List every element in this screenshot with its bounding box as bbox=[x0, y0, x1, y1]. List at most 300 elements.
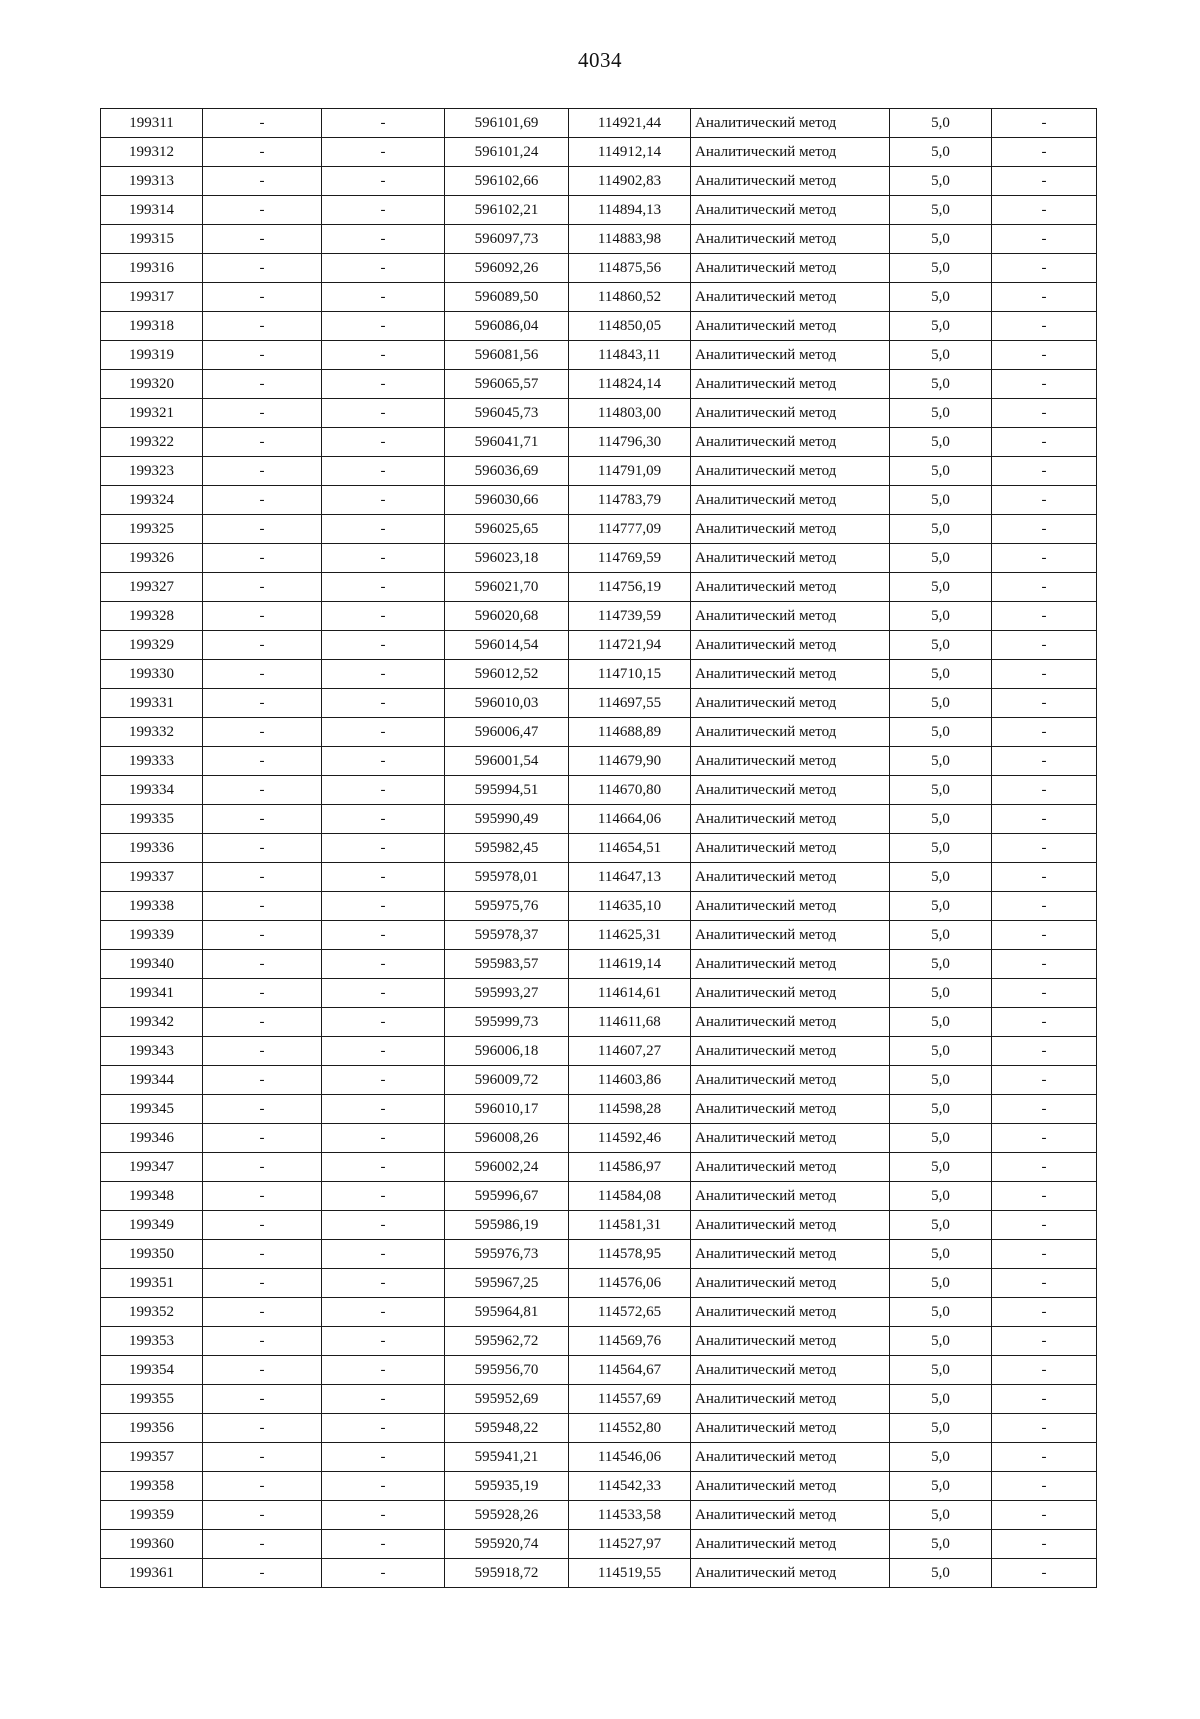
table-row bbox=[101, 1356, 1097, 1385]
empty-cell: - bbox=[992, 1269, 1097, 1298]
x-coordinate-cell: 596081,56 bbox=[445, 341, 569, 370]
x-coordinate-cell: 595952,69 bbox=[445, 1385, 569, 1414]
method-cell: Аналитический метод bbox=[691, 863, 890, 892]
empty-cell: - bbox=[203, 573, 322, 602]
x-coordinate-cell: 595978,01 bbox=[445, 863, 569, 892]
method-cell: Аналитический метод bbox=[691, 312, 890, 341]
y-coordinate-cell: 114635,10 bbox=[569, 892, 691, 921]
method-cell: Аналитический метод bbox=[691, 950, 890, 979]
table-row bbox=[101, 225, 1097, 254]
accuracy-cell: 5,0 bbox=[890, 1443, 992, 1472]
point-number-cell: 199316 bbox=[101, 254, 203, 283]
x-coordinate-cell: 596023,18 bbox=[445, 544, 569, 573]
table-row bbox=[101, 1240, 1097, 1269]
empty-cell: - bbox=[992, 515, 1097, 544]
point-number-cell: 199344 bbox=[101, 1066, 203, 1095]
x-coordinate-cell: 595982,45 bbox=[445, 834, 569, 863]
empty-cell: - bbox=[992, 196, 1097, 225]
point-number-cell: 199312 bbox=[101, 138, 203, 167]
table-row bbox=[101, 1385, 1097, 1414]
method-cell: Аналитический метод bbox=[691, 1182, 890, 1211]
method-cell: Аналитический метод bbox=[691, 109, 890, 138]
empty-cell: - bbox=[992, 1414, 1097, 1443]
empty-cell: - bbox=[322, 1472, 445, 1501]
accuracy-cell: 5,0 bbox=[890, 747, 992, 776]
method-cell: Аналитический метод bbox=[691, 1472, 890, 1501]
accuracy-cell: 5,0 bbox=[890, 979, 992, 1008]
empty-cell: - bbox=[203, 631, 322, 660]
y-coordinate-cell: 114902,83 bbox=[569, 167, 691, 196]
y-coordinate-cell: 114614,61 bbox=[569, 979, 691, 1008]
method-cell: Аналитический метод bbox=[691, 660, 890, 689]
empty-cell: - bbox=[322, 1501, 445, 1530]
method-cell: Аналитический метод bbox=[691, 1443, 890, 1472]
empty-cell: - bbox=[203, 776, 322, 805]
empty-cell: - bbox=[203, 544, 322, 573]
empty-cell: - bbox=[322, 979, 445, 1008]
empty-cell: - bbox=[203, 225, 322, 254]
accuracy-cell: 5,0 bbox=[890, 1124, 992, 1153]
empty-cell: - bbox=[992, 1182, 1097, 1211]
empty-cell: - bbox=[203, 428, 322, 457]
empty-cell: - bbox=[322, 1182, 445, 1211]
empty-cell: - bbox=[992, 892, 1097, 921]
x-coordinate-cell: 596010,03 bbox=[445, 689, 569, 718]
table-row bbox=[101, 457, 1097, 486]
x-coordinate-cell: 596086,04 bbox=[445, 312, 569, 341]
empty-cell: - bbox=[322, 283, 445, 312]
y-coordinate-cell: 114679,90 bbox=[569, 747, 691, 776]
y-coordinate-cell: 114710,15 bbox=[569, 660, 691, 689]
point-number-cell: 199346 bbox=[101, 1124, 203, 1153]
x-coordinate-cell: 595935,19 bbox=[445, 1472, 569, 1501]
empty-cell: - bbox=[203, 1298, 322, 1327]
empty-cell: - bbox=[322, 1414, 445, 1443]
method-cell: Аналитический метод bbox=[691, 399, 890, 428]
empty-cell: - bbox=[992, 950, 1097, 979]
y-coordinate-cell: 114850,05 bbox=[569, 312, 691, 341]
point-number-cell: 199324 bbox=[101, 486, 203, 515]
empty-cell: - bbox=[992, 1008, 1097, 1037]
empty-cell: - bbox=[992, 921, 1097, 950]
method-cell: Аналитический метод bbox=[691, 167, 890, 196]
x-coordinate-cell: 596006,18 bbox=[445, 1037, 569, 1066]
empty-cell: - bbox=[992, 254, 1097, 283]
y-coordinate-cell: 114603,86 bbox=[569, 1066, 691, 1095]
point-number-cell: 199348 bbox=[101, 1182, 203, 1211]
x-coordinate-cell: 595978,37 bbox=[445, 921, 569, 950]
accuracy-cell: 5,0 bbox=[890, 109, 992, 138]
method-cell: Аналитический метод bbox=[691, 892, 890, 921]
empty-cell: - bbox=[992, 602, 1097, 631]
empty-cell: - bbox=[992, 979, 1097, 1008]
method-cell: Аналитический метод bbox=[691, 776, 890, 805]
y-coordinate-cell: 114557,69 bbox=[569, 1385, 691, 1414]
accuracy-cell: 5,0 bbox=[890, 1037, 992, 1066]
empty-cell: - bbox=[322, 950, 445, 979]
empty-cell: - bbox=[992, 660, 1097, 689]
empty-cell: - bbox=[322, 1037, 445, 1066]
empty-cell: - bbox=[322, 457, 445, 486]
method-cell: Аналитический метод bbox=[691, 921, 890, 950]
method-cell: Аналитический метод bbox=[691, 805, 890, 834]
empty-cell: - bbox=[992, 718, 1097, 747]
point-number-cell: 199360 bbox=[101, 1530, 203, 1559]
y-coordinate-cell: 114688,89 bbox=[569, 718, 691, 747]
point-number-cell: 199343 bbox=[101, 1037, 203, 1066]
method-cell: Аналитический метод bbox=[691, 1240, 890, 1269]
empty-cell: - bbox=[992, 1211, 1097, 1240]
point-number-cell: 199321 bbox=[101, 399, 203, 428]
empty-cell: - bbox=[203, 1327, 322, 1356]
x-coordinate-cell: 596006,47 bbox=[445, 718, 569, 747]
method-cell: Аналитический метод bbox=[691, 602, 890, 631]
page-number: 4034 bbox=[578, 48, 622, 72]
method-cell: Аналитический метод bbox=[691, 631, 890, 660]
empty-cell: - bbox=[322, 225, 445, 254]
point-number-cell: 199329 bbox=[101, 631, 203, 660]
empty-cell: - bbox=[203, 892, 322, 921]
table-row bbox=[101, 428, 1097, 457]
point-number-cell: 199332 bbox=[101, 718, 203, 747]
table-row bbox=[101, 892, 1097, 921]
accuracy-cell: 5,0 bbox=[890, 689, 992, 718]
y-coordinate-cell: 114598,28 bbox=[569, 1095, 691, 1124]
empty-cell: - bbox=[203, 689, 322, 718]
empty-cell: - bbox=[992, 747, 1097, 776]
empty-cell: - bbox=[992, 776, 1097, 805]
empty-cell: - bbox=[203, 370, 322, 399]
x-coordinate-cell: 596009,72 bbox=[445, 1066, 569, 1095]
y-coordinate-cell: 114592,46 bbox=[569, 1124, 691, 1153]
empty-cell: - bbox=[203, 979, 322, 1008]
y-coordinate-cell: 114569,76 bbox=[569, 1327, 691, 1356]
method-cell: Аналитический метод bbox=[691, 1298, 890, 1327]
table-row bbox=[101, 631, 1097, 660]
table-row bbox=[101, 776, 1097, 805]
x-coordinate-cell: 595975,76 bbox=[445, 892, 569, 921]
table-row bbox=[101, 167, 1097, 196]
y-coordinate-cell: 114586,97 bbox=[569, 1153, 691, 1182]
point-number-cell: 199317 bbox=[101, 283, 203, 312]
empty-cell: - bbox=[203, 312, 322, 341]
empty-cell: - bbox=[203, 167, 322, 196]
accuracy-cell: 5,0 bbox=[890, 660, 992, 689]
accuracy-cell: 5,0 bbox=[890, 1559, 992, 1588]
y-coordinate-cell: 114791,09 bbox=[569, 457, 691, 486]
method-cell: Аналитический метод bbox=[691, 834, 890, 863]
empty-cell: - bbox=[322, 1240, 445, 1269]
point-number-cell: 199357 bbox=[101, 1443, 203, 1472]
empty-cell: - bbox=[322, 1530, 445, 1559]
empty-cell: - bbox=[322, 660, 445, 689]
empty-cell: - bbox=[322, 921, 445, 950]
method-cell: Аналитический метод bbox=[691, 341, 890, 370]
empty-cell: - bbox=[203, 1124, 322, 1153]
y-coordinate-cell: 114697,55 bbox=[569, 689, 691, 718]
accuracy-cell: 5,0 bbox=[890, 1530, 992, 1559]
x-coordinate-cell: 596089,50 bbox=[445, 283, 569, 312]
accuracy-cell: 5,0 bbox=[890, 167, 992, 196]
y-coordinate-cell: 114894,13 bbox=[569, 196, 691, 225]
empty-cell: - bbox=[992, 1298, 1097, 1327]
accuracy-cell: 5,0 bbox=[890, 1501, 992, 1530]
empty-cell: - bbox=[203, 109, 322, 138]
empty-cell: - bbox=[322, 631, 445, 660]
empty-cell: - bbox=[992, 1472, 1097, 1501]
method-cell: Аналитический метод bbox=[691, 138, 890, 167]
x-coordinate-cell: 596001,54 bbox=[445, 747, 569, 776]
point-number-cell: 199328 bbox=[101, 602, 203, 631]
y-coordinate-cell: 114581,31 bbox=[569, 1211, 691, 1240]
accuracy-cell: 5,0 bbox=[890, 1066, 992, 1095]
point-number-cell: 199322 bbox=[101, 428, 203, 457]
accuracy-cell: 5,0 bbox=[890, 776, 992, 805]
table-row bbox=[101, 573, 1097, 602]
x-coordinate-cell: 595956,70 bbox=[445, 1356, 569, 1385]
empty-cell: - bbox=[203, 1414, 322, 1443]
empty-cell: - bbox=[203, 1501, 322, 1530]
empty-cell: - bbox=[992, 283, 1097, 312]
table-row bbox=[101, 1182, 1097, 1211]
point-number-cell: 199342 bbox=[101, 1008, 203, 1037]
empty-cell: - bbox=[992, 370, 1097, 399]
y-coordinate-cell: 114584,08 bbox=[569, 1182, 691, 1211]
table-row bbox=[101, 544, 1097, 573]
empty-cell: - bbox=[322, 689, 445, 718]
accuracy-cell: 5,0 bbox=[890, 950, 992, 979]
empty-cell: - bbox=[322, 1298, 445, 1327]
accuracy-cell: 5,0 bbox=[890, 138, 992, 167]
table-row bbox=[101, 1530, 1097, 1559]
point-number-cell: 199331 bbox=[101, 689, 203, 718]
y-coordinate-cell: 114921,44 bbox=[569, 109, 691, 138]
table-row bbox=[101, 1008, 1097, 1037]
empty-cell: - bbox=[322, 138, 445, 167]
method-cell: Аналитический метод bbox=[691, 1211, 890, 1240]
table-row bbox=[101, 515, 1097, 544]
empty-cell: - bbox=[992, 573, 1097, 602]
point-number-cell: 199336 bbox=[101, 834, 203, 863]
empty-cell: - bbox=[203, 718, 322, 747]
method-cell: Аналитический метод bbox=[691, 196, 890, 225]
accuracy-cell: 5,0 bbox=[890, 1240, 992, 1269]
empty-cell: - bbox=[203, 283, 322, 312]
x-coordinate-cell: 595918,72 bbox=[445, 1559, 569, 1588]
y-coordinate-cell: 114607,27 bbox=[569, 1037, 691, 1066]
empty-cell: - bbox=[322, 1559, 445, 1588]
method-cell: Аналитический метод bbox=[691, 1356, 890, 1385]
x-coordinate-cell: 596102,21 bbox=[445, 196, 569, 225]
empty-cell: - bbox=[203, 1211, 322, 1240]
empty-cell: - bbox=[203, 196, 322, 225]
y-coordinate-cell: 114527,97 bbox=[569, 1530, 691, 1559]
empty-cell: - bbox=[992, 689, 1097, 718]
y-coordinate-cell: 114572,65 bbox=[569, 1298, 691, 1327]
accuracy-cell: 5,0 bbox=[890, 544, 992, 573]
accuracy-cell: 5,0 bbox=[890, 718, 992, 747]
point-number-cell: 199355 bbox=[101, 1385, 203, 1414]
empty-cell: - bbox=[203, 341, 322, 370]
table-row bbox=[101, 254, 1097, 283]
point-number-cell: 199361 bbox=[101, 1559, 203, 1588]
empty-cell: - bbox=[322, 312, 445, 341]
accuracy-cell: 5,0 bbox=[890, 631, 992, 660]
empty-cell: - bbox=[992, 225, 1097, 254]
empty-cell: - bbox=[322, 602, 445, 631]
empty-cell: - bbox=[322, 1095, 445, 1124]
x-coordinate-cell: 596008,26 bbox=[445, 1124, 569, 1153]
empty-cell: - bbox=[992, 1240, 1097, 1269]
empty-cell: - bbox=[322, 544, 445, 573]
y-coordinate-cell: 114777,09 bbox=[569, 515, 691, 544]
method-cell: Аналитический метод bbox=[691, 1385, 890, 1414]
point-number-cell: 199330 bbox=[101, 660, 203, 689]
empty-cell: - bbox=[992, 1153, 1097, 1182]
point-number-cell: 199339 bbox=[101, 921, 203, 950]
empty-cell: - bbox=[992, 1037, 1097, 1066]
table-row bbox=[101, 747, 1097, 776]
empty-cell: - bbox=[992, 486, 1097, 515]
method-cell: Аналитический метод bbox=[691, 225, 890, 254]
table-row bbox=[101, 1124, 1097, 1153]
accuracy-cell: 5,0 bbox=[890, 370, 992, 399]
empty-cell: - bbox=[322, 109, 445, 138]
x-coordinate-cell: 595986,19 bbox=[445, 1211, 569, 1240]
table-row bbox=[101, 979, 1097, 1008]
empty-cell: - bbox=[322, 486, 445, 515]
point-number-cell: 199338 bbox=[101, 892, 203, 921]
y-coordinate-cell: 114576,06 bbox=[569, 1269, 691, 1298]
accuracy-cell: 5,0 bbox=[890, 457, 992, 486]
empty-cell: - bbox=[203, 1443, 322, 1472]
empty-cell: - bbox=[992, 399, 1097, 428]
empty-cell: - bbox=[203, 1066, 322, 1095]
accuracy-cell: 5,0 bbox=[890, 428, 992, 457]
table-row bbox=[101, 921, 1097, 950]
y-coordinate-cell: 114875,56 bbox=[569, 254, 691, 283]
method-cell: Аналитический метод bbox=[691, 370, 890, 399]
point-number-cell: 199326 bbox=[101, 544, 203, 573]
accuracy-cell: 5,0 bbox=[890, 1385, 992, 1414]
table-row bbox=[101, 1472, 1097, 1501]
x-coordinate-cell: 595996,67 bbox=[445, 1182, 569, 1211]
empty-cell: - bbox=[992, 1443, 1097, 1472]
y-coordinate-cell: 114824,14 bbox=[569, 370, 691, 399]
table-row bbox=[101, 1066, 1097, 1095]
table-row bbox=[101, 1327, 1097, 1356]
table-row bbox=[101, 109, 1097, 138]
method-cell: Аналитический метод bbox=[691, 1066, 890, 1095]
table-row bbox=[101, 399, 1097, 428]
empty-cell: - bbox=[992, 631, 1097, 660]
accuracy-cell: 5,0 bbox=[890, 1008, 992, 1037]
x-coordinate-cell: 596097,73 bbox=[445, 225, 569, 254]
accuracy-cell: 5,0 bbox=[890, 863, 992, 892]
method-cell: Аналитический метод bbox=[691, 428, 890, 457]
table-row bbox=[101, 689, 1097, 718]
accuracy-cell: 5,0 bbox=[890, 921, 992, 950]
empty-cell: - bbox=[992, 428, 1097, 457]
empty-cell: - bbox=[322, 747, 445, 776]
accuracy-cell: 5,0 bbox=[890, 341, 992, 370]
point-number-cell: 199337 bbox=[101, 863, 203, 892]
empty-cell: - bbox=[322, 428, 445, 457]
table-row bbox=[101, 950, 1097, 979]
empty-cell: - bbox=[203, 660, 322, 689]
y-coordinate-cell: 114670,80 bbox=[569, 776, 691, 805]
x-coordinate-cell: 596102,66 bbox=[445, 167, 569, 196]
empty-cell: - bbox=[322, 1153, 445, 1182]
x-coordinate-cell: 596101,24 bbox=[445, 138, 569, 167]
method-cell: Аналитический метод bbox=[691, 1530, 890, 1559]
accuracy-cell: 5,0 bbox=[890, 1095, 992, 1124]
empty-cell: - bbox=[203, 1472, 322, 1501]
accuracy-cell: 5,0 bbox=[890, 1153, 992, 1182]
x-coordinate-cell: 595941,21 bbox=[445, 1443, 569, 1472]
y-coordinate-cell: 114546,06 bbox=[569, 1443, 691, 1472]
method-cell: Аналитический метод bbox=[691, 1327, 890, 1356]
table-row bbox=[101, 1443, 1097, 1472]
method-cell: Аналитический метод bbox=[691, 515, 890, 544]
x-coordinate-cell: 595990,49 bbox=[445, 805, 569, 834]
empty-cell: - bbox=[322, 515, 445, 544]
accuracy-cell: 5,0 bbox=[890, 399, 992, 428]
empty-cell: - bbox=[322, 863, 445, 892]
point-number-cell: 199345 bbox=[101, 1095, 203, 1124]
table-row bbox=[101, 602, 1097, 631]
accuracy-cell: 5,0 bbox=[890, 602, 992, 631]
point-number-cell: 199356 bbox=[101, 1414, 203, 1443]
empty-cell: - bbox=[992, 109, 1097, 138]
x-coordinate-cell: 595964,81 bbox=[445, 1298, 569, 1327]
y-coordinate-cell: 114578,95 bbox=[569, 1240, 691, 1269]
table-row bbox=[101, 1298, 1097, 1327]
method-cell: Аналитический метод bbox=[691, 689, 890, 718]
x-coordinate-cell: 595920,74 bbox=[445, 1530, 569, 1559]
method-cell: Аналитический метод bbox=[691, 1414, 890, 1443]
accuracy-cell: 5,0 bbox=[890, 1269, 992, 1298]
accuracy-cell: 5,0 bbox=[890, 1414, 992, 1443]
empty-cell: - bbox=[992, 1327, 1097, 1356]
empty-cell: - bbox=[203, 486, 322, 515]
x-coordinate-cell: 595948,22 bbox=[445, 1414, 569, 1443]
method-cell: Аналитический метод bbox=[691, 283, 890, 312]
table-row bbox=[101, 341, 1097, 370]
coordinates-table-body bbox=[101, 109, 1097, 1588]
table-row bbox=[101, 1559, 1097, 1588]
method-cell: Аналитический метод bbox=[691, 1124, 890, 1153]
empty-cell: - bbox=[992, 312, 1097, 341]
empty-cell: - bbox=[992, 834, 1097, 863]
empty-cell: - bbox=[203, 602, 322, 631]
empty-cell: - bbox=[203, 1037, 322, 1066]
y-coordinate-cell: 114883,98 bbox=[569, 225, 691, 254]
accuracy-cell: 5,0 bbox=[890, 1356, 992, 1385]
empty-cell: - bbox=[992, 1559, 1097, 1588]
accuracy-cell: 5,0 bbox=[890, 1211, 992, 1240]
table-row bbox=[101, 196, 1097, 225]
y-coordinate-cell: 114803,00 bbox=[569, 399, 691, 428]
table-row bbox=[101, 312, 1097, 341]
table-row bbox=[101, 1501, 1097, 1530]
empty-cell: - bbox=[203, 254, 322, 283]
method-cell: Аналитический метод bbox=[691, 1095, 890, 1124]
method-cell: Аналитический метод bbox=[691, 718, 890, 747]
y-coordinate-cell: 114552,80 bbox=[569, 1414, 691, 1443]
x-coordinate-cell: 596021,70 bbox=[445, 573, 569, 602]
empty-cell: - bbox=[322, 1066, 445, 1095]
